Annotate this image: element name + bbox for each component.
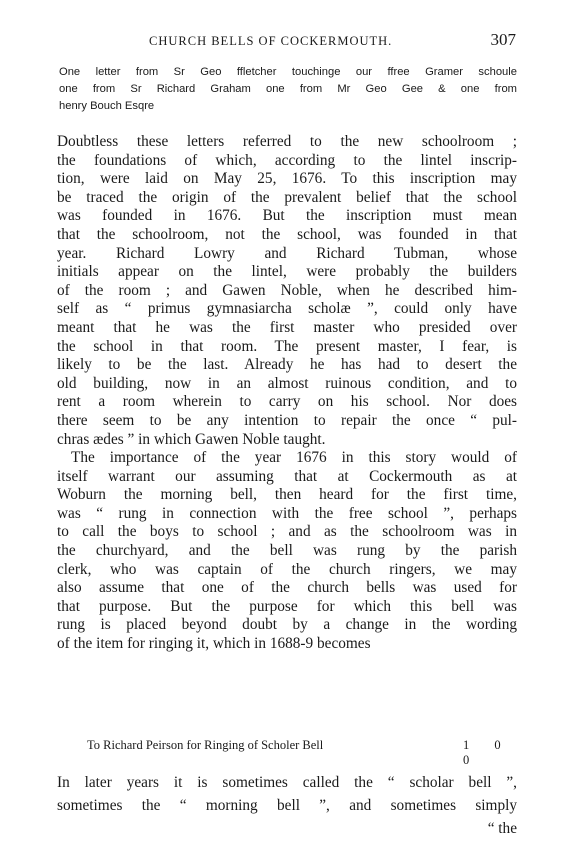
running-title: CHURCH BELLS OF COCKERMOUTH. bbox=[149, 34, 393, 48]
text-line: In later years it is sometimes called the “ scholar bell ”, bbox=[57, 774, 517, 791]
text-line: initials appear on the lintel, were probably the builders bbox=[57, 263, 517, 281]
quote-line: henry Bouch Esqre bbox=[59, 100, 155, 112]
entry-amount: 1 0 0 bbox=[463, 738, 512, 767]
text-line: itself warrant our assuming that at Cockermouth as at bbox=[57, 467, 517, 485]
text-line: rung is placed beyond doubt by a change in the wording bbox=[57, 616, 517, 634]
catchword: “ the bbox=[487, 820, 517, 837]
quote-line: One letter from Sr Geo ffletcher touchinge our ffree Gramer schoule bbox=[59, 66, 517, 78]
text-line: clerk, who was captain of the church ringers, we may bbox=[57, 560, 517, 578]
text-line: the churchyard, and the bell was rung by the parish bbox=[57, 542, 517, 560]
text-line: likely to be the last. Already he has had to desert the bbox=[57, 356, 517, 374]
page-header bbox=[57, 32, 517, 52]
quoted-record bbox=[59, 64, 517, 115]
text-line: that the schoolroom, not the school, was founded in that bbox=[57, 225, 517, 243]
closing-text bbox=[57, 771, 517, 840]
text-line: Woburn the morning bell, then heard for the first time, bbox=[57, 486, 517, 504]
text-line: of the room ; and Gawen Noble, when he described him- bbox=[57, 281, 517, 299]
text-line: the foundations of which, according to the lintel inscrip- bbox=[57, 151, 517, 169]
text-line: sometimes the “ morning bell ”, and sometimes simply bbox=[57, 797, 517, 814]
text-line: be traced the origin of the prevalent belief that the school bbox=[57, 188, 517, 206]
text-line: was “ rung in connection with the free school ”, perhaps bbox=[57, 504, 517, 522]
text-line: also assume that one of the church bells was used for bbox=[57, 579, 517, 597]
book-page bbox=[57, 0, 517, 866]
text-line: to call the boys to school ; and as the schoolroom was in bbox=[57, 523, 517, 541]
text-line: chras ædes ” in which Gawen Noble taught. bbox=[57, 430, 326, 448]
text-line: the school in that room. The present master, I fear, is bbox=[57, 337, 517, 355]
entry-text: To Richard Peirson for Ringing of Scholer Bell bbox=[87, 738, 324, 752]
text-line: of the item for ringing it, which in 1688-9 becomes bbox=[57, 635, 371, 653]
body-text bbox=[57, 133, 517, 654]
text-line: old building, now in an almost ruinous condition, and to bbox=[57, 374, 517, 392]
quote-line: one from Sr Richard Graham one from Mr Geo Gee & one from bbox=[59, 83, 517, 95]
text-line: meant that he was the first master who presided over bbox=[57, 318, 517, 336]
text-line: self as “ primus gymnasiarcha scholæ ”, could only have bbox=[57, 300, 517, 318]
text-line: rent a room wherein to carry on his school. Nor does bbox=[57, 393, 517, 411]
text-line: was founded in 1676. But the inscription must mean bbox=[57, 207, 517, 225]
text-line: there seem to be any intention to repair the once “ pul- bbox=[57, 411, 517, 429]
text-line: tion, were laid on May 25, 1676. To this inscription may bbox=[57, 170, 517, 188]
text-line: Doubtless these letters referred to the new schoolroom ; bbox=[57, 133, 517, 150]
text-line: The importance of the year 1676 in this story would of bbox=[71, 449, 517, 467]
page-number: 307 bbox=[490, 30, 516, 49]
text-line: year. Richard Lowry and Richard Tubman, whose bbox=[57, 244, 517, 262]
text-line: that purpose. But the purpose for which this bell was bbox=[57, 597, 517, 615]
